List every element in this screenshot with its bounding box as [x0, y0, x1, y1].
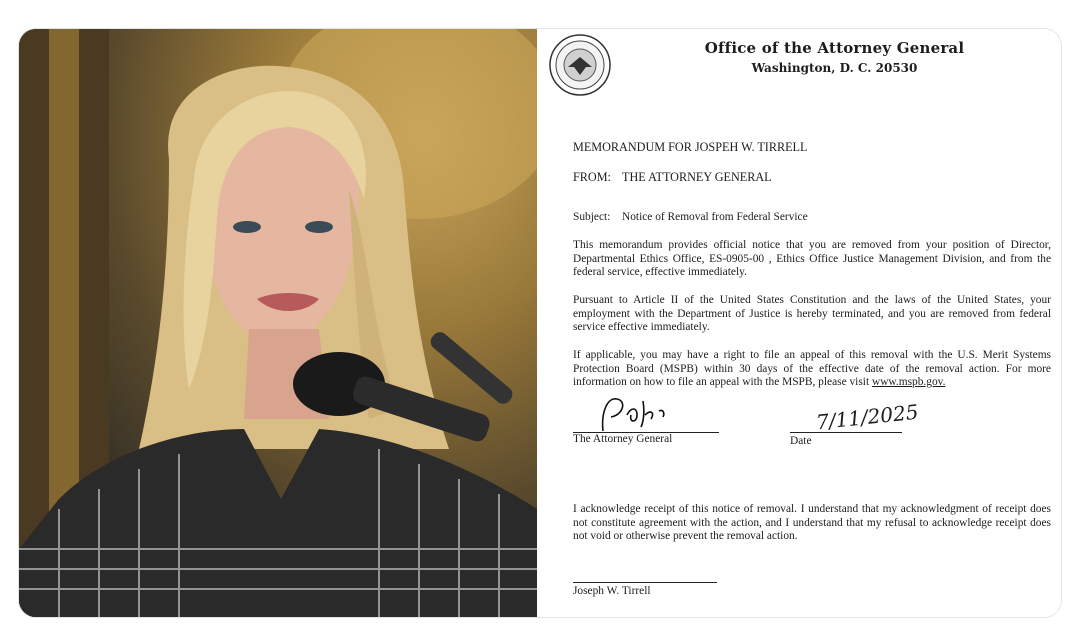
- recipient-name: Joseph W. Tirrell: [573, 585, 651, 597]
- signature-image: [593, 393, 683, 433]
- paragraph-authority: Pursuant to Article II of the United States Constitution and the laws of the United States, your employment with the Department of Justice is hereby terminated, and you are removed from federal service effective immediately.: [573, 294, 1051, 334]
- office-title: Office of the Attorney General: [704, 39, 965, 57]
- memorandum-document: [538, 29, 1061, 617]
- office-location: Washington, D. C. 20530: [751, 61, 918, 75]
- subject-value: Notice of Removal from Federal Service: [622, 211, 808, 223]
- acknowledgment-paragraph: I acknowledge receipt of this notice of removal. I understand that my acknowledgment of receipt does not constitute agreement with the action, and I understand that my refusal to acknowledge receipt does not void or otherwise prevent the removal action.: [573, 503, 1051, 543]
- image-card[interactable]: [18, 28, 1062, 618]
- speaker-illustration: [19, 29, 537, 617]
- paragraph-appeal: [573, 349, 1051, 390]
- recipient-signature-line: [573, 582, 717, 583]
- date-label: Date: [790, 435, 812, 447]
- handwritten-date: 7/11/2025: [815, 399, 920, 435]
- speaker-photo: [19, 29, 537, 617]
- from-value: THE ATTORNEY GENERAL: [622, 170, 772, 184]
- date-line: [790, 432, 902, 433]
- appeal-text: If applicable, you may have a right to file an appeal of this removal with the U.S. Merit Systems Protection Board (MSPB) within 30 days of the effective date of the removal action. For more information on how to file an appeal with the MSPB, please visit: [573, 349, 1051, 389]
- subject-label: Subject:: [573, 211, 611, 223]
- memo-recipient: MEMORANDUM FOR JOSPEH W. TIRRELL: [573, 140, 808, 154]
- letterhead: [538, 39, 1061, 75]
- paragraph-removal-notice: This memorandum provides official notice that you are removed from your position of Director, Departmental Ethics Office, ES-0905-00 , Ethics Office Justice Management Division, and from the federal service, effective immediately.: [573, 239, 1051, 279]
- mspb-link[interactable]: www.mspb.gov.: [871, 376, 946, 389]
- signer-label: The Attorney General: [573, 433, 673, 445]
- from-label: FROM:: [573, 170, 611, 184]
